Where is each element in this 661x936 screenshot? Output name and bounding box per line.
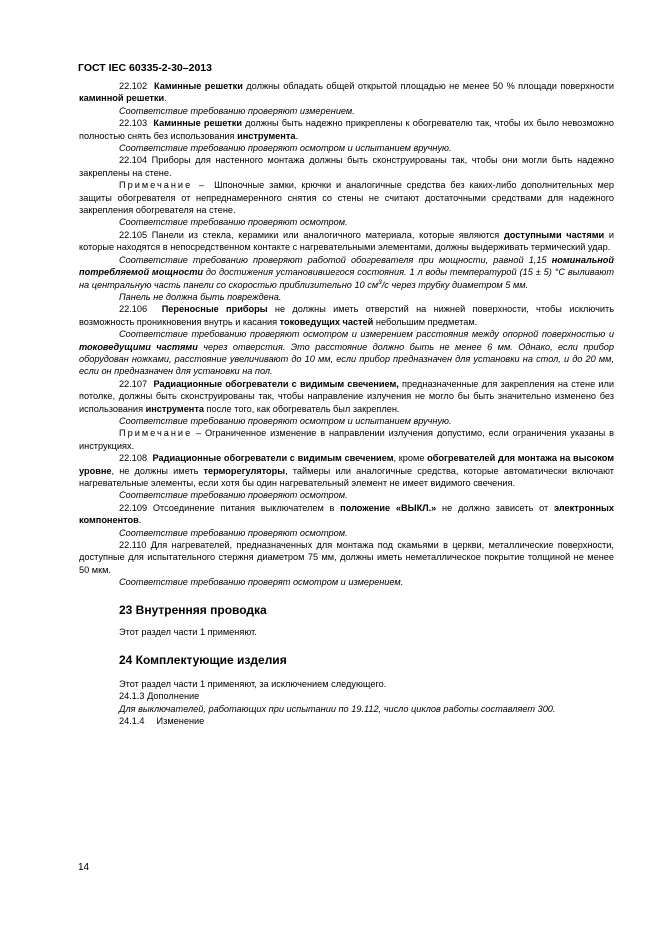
clause-22-108: 22.108 Радиационные обогреватели с видимым свечением, кроме обогревателей для монтажа на высоком уровне, не должны иметь терморегуляторы, таймеры или аналогичные средства, которые автоматически включают нагревательные элементы, если хотя бы один нагревательный элемент не имеет видимого свечения. <box>79 453 614 488</box>
page-number: 14 <box>78 862 90 873</box>
clause-22-109: 22.109 Отсоединение питания выключателем в положение «ВЫКЛ.» не должно зависеть от электронных компонентов. <box>79 502 614 526</box>
subclause-24-1-4: 24.1.4 Изменение <box>119 716 205 727</box>
compliance-22-110: Соответствие требованию проверят осмотром и измерением. <box>119 577 404 588</box>
subclause-24-1-3-text: Для выключателей, работающих при испытании по 19.112, число циклов работы составляет 300. <box>119 703 556 714</box>
compliance-22-108: Соответствие требованию проверяют осмотром. <box>119 490 348 501</box>
section-24-text: Этот раздел части 1 применяют, за исключением следующего. <box>119 678 387 689</box>
clause-22-102: 22.102 Каминные решетки должны обладать общей открытой площадью не менее 50 % площади поверхности каминной решетки. <box>79 81 615 104</box>
compliance-22-109: Соответствие требованию проверяют осмотром. <box>119 527 348 538</box>
compliance-22-102: Соответствие требованию проверяют измерением. <box>119 105 355 116</box>
compliance-22-103: Соответствие требованию проверяют осмотром и испытанием вручную. <box>119 143 452 154</box>
compliance-22-107: Соответствие требованию проверяют осмотром и испытанием вручную. <box>119 415 452 426</box>
compliance-22-106: Соответствие требованию проверяют осмотром и измерением расстояния между опорной поверхностью и токоведущими частями через отверстия. Это расстояние должно быть не менее 6 мм. Однако, если прибор оборудован ножками, расстояние увеличивают до 10 мм, если прибор предназначен для установки на стол, и до 20 мм, если он предназначен для установки на пол. <box>79 329 614 377</box>
section-23-text: Этот раздел части 1 применяют. <box>119 627 257 638</box>
clause-22-104: 22.104 Приборы для настенного монтажа должны быть сконструированы так, чтобы они могли быть надежно закреплены на стене. <box>79 155 614 178</box>
compliance-22-104: Соответствие требованию проверяют осмотром. <box>119 217 348 228</box>
clause-22-110: 22.110 Для нагревателей, предназначенных для монтажа под скамьями в церкви, металлические поверхности, доступные для испытательного стержня диаметром 75 мм, должны иметь неметаллическое покрытие толщиной не менее 50 мкм. <box>79 540 614 575</box>
compliance-22-105: Соответствие требованию проверяют работой обогревателя при мощности, равной 1,15 номинальной потребляемой мощности до достижения установившегося состояния. 1 л воды температурой (15 ± 5) °С выливают на центральную часть панели со скоростью приблизительно 10 $см^3/с$ через трубку диаметром 5 мм. <box>79 254 614 290</box>
document-header: ГОСТ IEC 60335-2-30–2013 <box>78 62 212 74</box>
section-24-title: 24 Комплектующие изделия <box>119 653 287 668</box>
section-23-title: 23 Внутренняя проводка <box>119 602 267 617</box>
note-22-107: Примечание – Ограниченное изменение в направлении излучения допустимо, если ограничения указаны в инструкциях. <box>79 428 614 451</box>
clause-22-106: 22.106 Переносные приборы не должны иметь отверстий на нижней поверхности, чтобы исключить возможность проникновения внутрь и касания токоведущих частей небольшим предметам. <box>79 304 615 327</box>
document-body <box>79 80 614 728</box>
clause-22-107: 22.107 Радиационные обогреватели с видимым свечением, предназначенные для закрепления на стене или потолке, должны быть сконструированы так, чтобы направление излучения не могло бы быть значительно изменено без использования инструмента после того, как обогреватель был закреплен. <box>79 378 614 414</box>
note-22-104: Примечание – Шпоночные замки, крючки и аналогичные средства без каких-либо дополнительных мер защиты обогревателя от непреднамеренного снятия со стены не считают достаточными средствами для надежного закрепления обогревателя на стене. <box>79 180 614 216</box>
clause-22-105: 22.105 Панели из стекла, керамики или аналогичного материала, которые являются доступными частями и которые находятся в непосредственном контакте с нагревательными элементами, должны выдерживать термический удар. <box>79 229 614 253</box>
compliance-22-105-result: Панель не должна быть повреждена. <box>119 291 282 302</box>
subclause-24-1-3: 24.1.3 Дополнение <box>119 691 200 702</box>
clause-22-103: 22.103 Каминные решетки должны быть надежно прикреплены к обогревателю так, чтобы их было невозможно полностью снять без использования инструмента. <box>79 118 615 141</box>
